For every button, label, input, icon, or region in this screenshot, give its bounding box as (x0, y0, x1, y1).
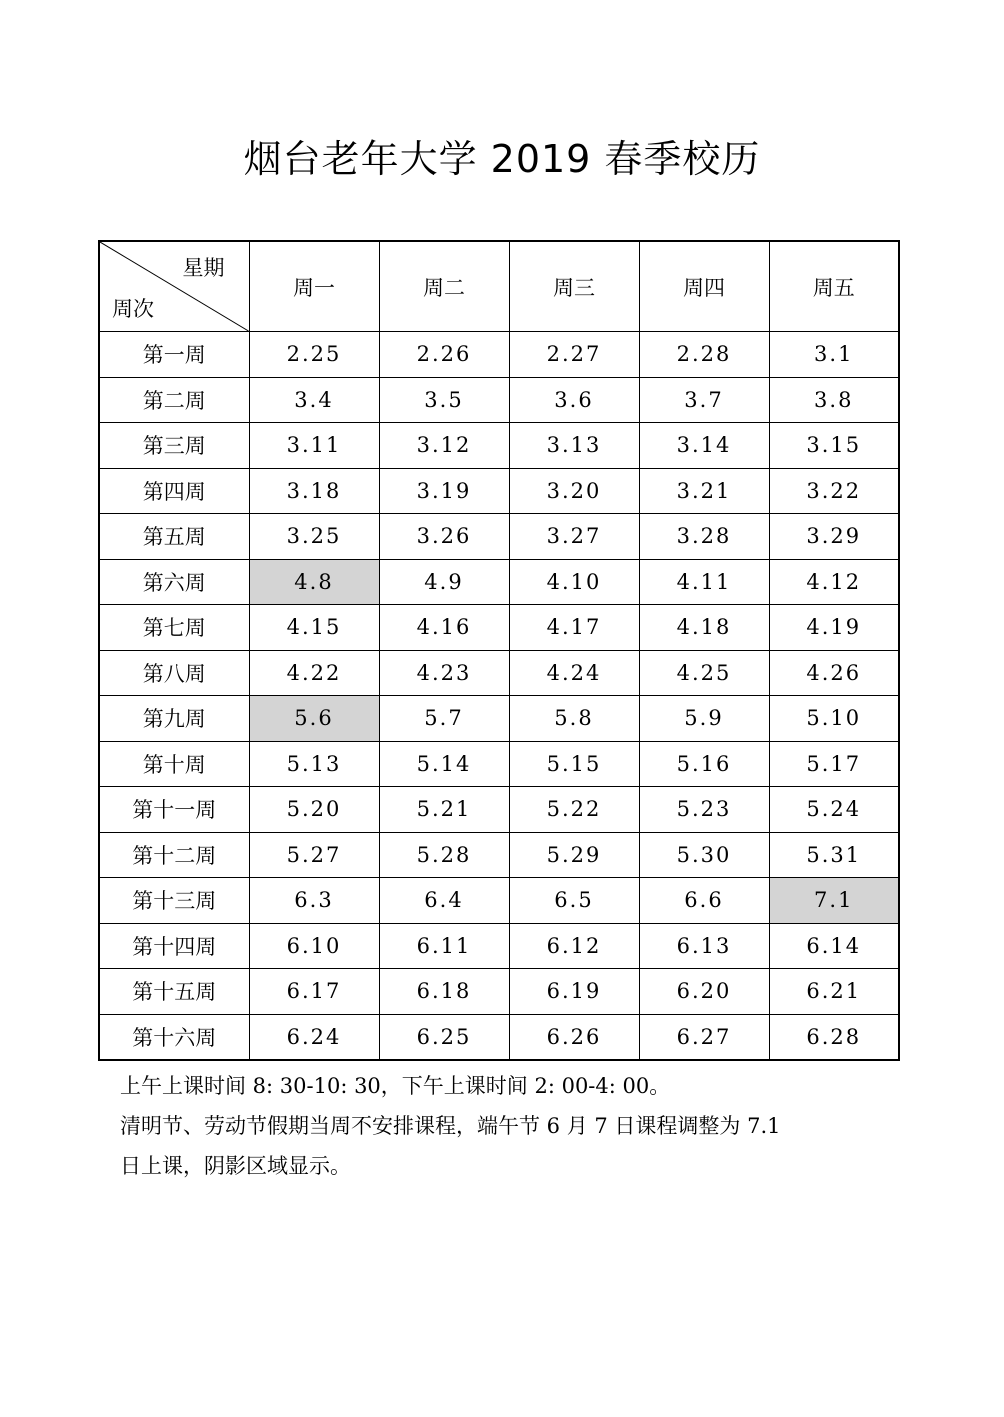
table-row (99, 605, 899, 651)
date-cell: 5.27 (249, 832, 379, 878)
date-cell: 6.11 (379, 923, 509, 969)
table-row (99, 787, 899, 833)
corner-label-weekday: 星期 (182, 256, 225, 280)
date-cell: 6.17 (249, 969, 379, 1015)
corner-header-cell (99, 241, 249, 332)
date-cell: 2.26 (379, 332, 509, 378)
day-header-tue: 周二 (379, 241, 509, 332)
date-cell: 6.21 (769, 969, 899, 1015)
week-label-cell: 第四周 (99, 468, 249, 514)
week-label-cell: 第十四周 (99, 923, 249, 969)
table-row (99, 423, 899, 469)
date-cell: 3.8 (769, 377, 899, 423)
week-label-cell: 第一周 (99, 332, 249, 378)
date-cell-shaded: 4.8 (249, 559, 379, 605)
date-cell: 4.10 (509, 559, 639, 605)
date-cell: 6.6 (639, 878, 769, 924)
date-cell: 6.10 (249, 923, 379, 969)
date-cell: 4.16 (379, 605, 509, 651)
date-cell: 3.22 (769, 468, 899, 514)
week-label-cell: 第十周 (99, 741, 249, 787)
week-label-cell: 第十二周 (99, 832, 249, 878)
date-cell: 3.4 (249, 377, 379, 423)
day-header-mon: 周一 (249, 241, 379, 332)
date-cell: 3.7 (639, 377, 769, 423)
date-cell: 5.21 (379, 787, 509, 833)
table-row (99, 559, 899, 605)
date-cell: 3.26 (379, 514, 509, 560)
date-cell: 3.29 (769, 514, 899, 560)
calendar-body (99, 332, 899, 1061)
date-cell: 3.1 (769, 332, 899, 378)
date-cell: 5.14 (379, 741, 509, 787)
date-cell: 5.7 (379, 696, 509, 742)
date-cell: 3.11 (249, 423, 379, 469)
note-holiday-line-cont: 日上课，阴影区域显示。 (120, 1154, 351, 1178)
date-cell: 3.21 (639, 468, 769, 514)
date-cell: 6.25 (379, 1014, 509, 1060)
table-row (99, 468, 899, 514)
date-cell: 5.17 (769, 741, 899, 787)
page-title: 烟台老年大学 2019 春季校历 (243, 137, 761, 181)
date-cell: 3.6 (509, 377, 639, 423)
table-row (99, 1014, 899, 1060)
table-row (99, 741, 899, 787)
table-row (99, 878, 899, 924)
table-row (99, 377, 899, 423)
note-class-times: 上午上课时间 8: 30-10: 30，下午上课时间 2: 00-4: 00。 (120, 1074, 671, 1098)
week-label-cell: 第十五周 (99, 969, 249, 1015)
date-cell: 4.9 (379, 559, 509, 605)
date-cell: 5.20 (249, 787, 379, 833)
date-cell: 6.5 (509, 878, 639, 924)
date-cell: 5.30 (639, 832, 769, 878)
date-cell: 6.26 (509, 1014, 639, 1060)
date-cell: 5.24 (769, 787, 899, 833)
corner-label-week: 周次 (112, 297, 154, 321)
table-row (99, 650, 899, 696)
day-header-thu: 周四 (639, 241, 769, 332)
date-cell: 6.12 (509, 923, 639, 969)
week-label-cell: 第十三周 (99, 878, 249, 924)
date-cell: 6.18 (379, 969, 509, 1015)
day-header-wed: 周三 (509, 241, 639, 332)
date-cell: 4.23 (379, 650, 509, 696)
date-cell: 3.19 (379, 468, 509, 514)
date-cell: 6.3 (249, 878, 379, 924)
date-cell: 3.25 (249, 514, 379, 560)
date-cell: 4.12 (769, 559, 899, 605)
week-label-cell: 第十一周 (99, 787, 249, 833)
week-label-cell: 第十六周 (99, 1014, 249, 1060)
date-cell: 2.25 (249, 332, 379, 378)
date-cell: 6.14 (769, 923, 899, 969)
date-cell: 6.24 (249, 1014, 379, 1060)
table-row (99, 696, 899, 742)
date-cell: 5.13 (249, 741, 379, 787)
date-cell: 4.18 (639, 605, 769, 651)
notes (120, 1066, 900, 1186)
date-cell: 3.14 (639, 423, 769, 469)
table-row (99, 969, 899, 1015)
date-cell: 5.15 (509, 741, 639, 787)
date-cell: 5.31 (769, 832, 899, 878)
date-cell: 5.16 (639, 741, 769, 787)
date-cell: 3.5 (379, 377, 509, 423)
date-cell: 3.12 (379, 423, 509, 469)
date-cell: 4.15 (249, 605, 379, 651)
date-cell: 3.20 (509, 468, 639, 514)
date-cell: 4.22 (249, 650, 379, 696)
date-cell: 6.4 (379, 878, 509, 924)
week-label-cell: 第五周 (99, 514, 249, 560)
note-holiday-line: 清明节、劳动节假期当周不安排课程，端午节 6 月 7 日课程调整为 7.1 (120, 1114, 781, 1138)
date-cell: 4.17 (509, 605, 639, 651)
table-row (99, 332, 899, 378)
date-cell: 3.15 (769, 423, 899, 469)
date-cell-shaded: 5.6 (249, 696, 379, 742)
week-label-cell: 第七周 (99, 605, 249, 651)
date-cell: 5.10 (769, 696, 899, 742)
date-cell: 3.13 (509, 423, 639, 469)
date-cell: 5.9 (639, 696, 769, 742)
date-cell: 3.27 (509, 514, 639, 560)
date-cell: 3.28 (639, 514, 769, 560)
week-label-cell: 第八周 (99, 650, 249, 696)
date-cell: 2.27 (509, 332, 639, 378)
table-row (99, 832, 899, 878)
date-cell: 4.11 (639, 559, 769, 605)
date-cell: 5.29 (509, 832, 639, 878)
day-header-fri: 周五 (769, 241, 899, 332)
date-cell: 3.18 (249, 468, 379, 514)
date-cell: 6.19 (509, 969, 639, 1015)
date-cell: 5.23 (639, 787, 769, 833)
week-label-cell: 第六周 (99, 559, 249, 605)
date-cell: 4.25 (639, 650, 769, 696)
week-label-cell: 第三周 (99, 423, 249, 469)
date-cell: 6.13 (639, 923, 769, 969)
date-cell: 4.26 (769, 650, 899, 696)
date-cell: 5.8 (509, 696, 639, 742)
date-cell: 6.28 (769, 1014, 899, 1060)
table-row (99, 514, 899, 560)
week-label-cell: 第二周 (99, 377, 249, 423)
date-cell: 6.20 (639, 969, 769, 1015)
date-cell-shaded: 7.1 (769, 878, 899, 924)
date-cell: 5.22 (509, 787, 639, 833)
header-row (99, 241, 899, 332)
date-cell: 6.27 (639, 1014, 769, 1060)
date-cell: 4.19 (769, 605, 899, 651)
week-label-cell: 第九周 (99, 696, 249, 742)
table-row (99, 923, 899, 969)
date-cell: 5.28 (379, 832, 509, 878)
date-cell: 2.28 (639, 332, 769, 378)
calendar-table (98, 240, 900, 1061)
date-cell: 4.24 (509, 650, 639, 696)
